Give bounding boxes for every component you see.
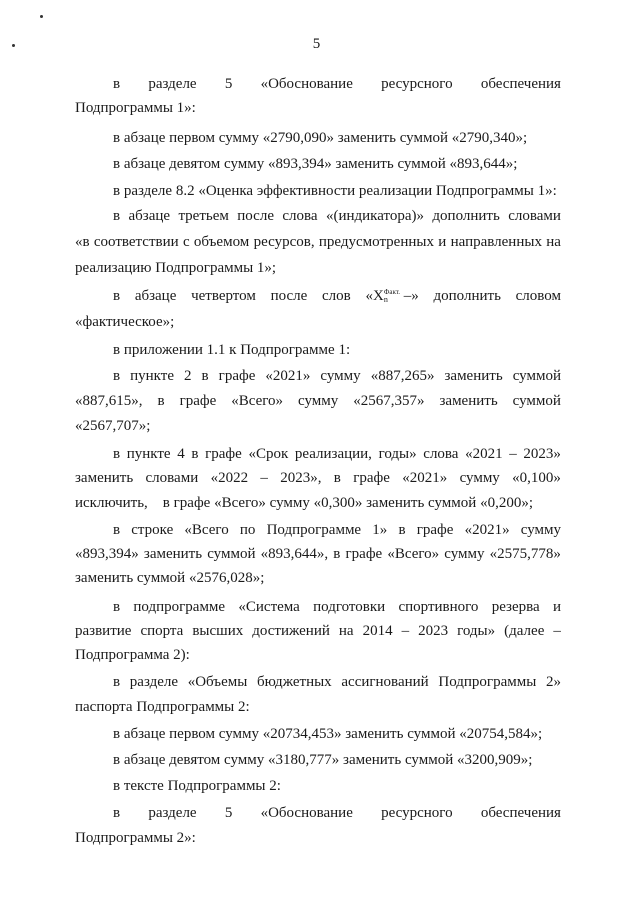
text-line: в абзаце первом сумму «20734,453» заменить суммой «20754,584»; [113,726,543,742]
word: словами [508,208,561,224]
word: 2023» [523,446,561,462]
word: строке [131,522,174,538]
word: заменить [75,470,134,486]
word: дополнить [432,208,500,224]
word: «в [75,234,90,250]
word: 5 [224,805,233,821]
text-line: реализацию Подпрограммы 1»; [75,260,277,276]
word: в [201,368,209,384]
word: третьем [178,208,229,224]
word: после [270,288,308,304]
word: «2021» [464,522,510,538]
word: «Всего» [387,546,440,562]
word: «(индикатора)» [325,208,425,224]
word: на [546,234,561,250]
word: разделе [129,674,179,690]
word: в [113,522,121,538]
word: «893,644», [260,546,329,562]
word: суммой [512,393,561,409]
word: ассигнований [341,674,429,690]
word: ресурсного [381,805,453,821]
word: на [338,623,354,639]
text-line: в абзаце первом сумму «2790,090» заменить суммой «2790,340»; [113,130,528,146]
word: «2575,778» [489,546,561,562]
word: «Система [238,599,300,615]
text-line: в абзаце девятом сумму «893,394» заменить суммой «893,644»; [113,156,518,172]
word: спортивного [398,599,479,615]
word: в [113,805,121,821]
word: объемом [193,234,250,250]
word: «Всего [184,522,229,538]
word: сумму [444,546,485,562]
text-line [75,622,561,640]
word: графе [205,446,242,462]
page-number: 5 [312,36,321,52]
text-line [113,521,561,539]
word: «Срок [248,446,289,462]
text-line: Подпрограммы 2»: [75,830,196,846]
word: и [438,234,447,250]
word: – [553,623,561,639]
word: «2022 [210,470,249,486]
word: ресурсного [381,76,453,92]
text-line: в приложении 1.1 к Подпрограмме 1: [113,342,351,358]
text-line [75,392,561,410]
word: словами [145,470,199,486]
word: в [113,674,121,690]
word: ресурсов, [253,234,315,250]
word: словом [515,288,561,304]
word: «Всего» [231,393,284,409]
word: слов [322,288,351,304]
text-line [75,545,561,563]
word: направленных [450,234,542,250]
word: 2» [546,674,561,690]
word: сумму [320,368,361,384]
word: абзаце [128,208,171,224]
word: бюджетных [256,674,332,690]
word: «887,615», [75,393,143,409]
word: в [113,288,121,304]
word: «887,265» [370,368,435,384]
word: графе [345,546,383,562]
text-line: паспорта Подпрограммы 2: [75,699,250,715]
word: «Обоснование [260,805,353,821]
text-line: «фактическое»; [75,314,175,330]
word: предусмотренных [318,234,434,250]
word: «Объемы [187,674,248,690]
word: заменить [444,368,503,384]
text-line: в тексте Подпрограммы 2: [113,778,281,794]
word: соответствии [93,234,179,250]
word: годы» [378,446,417,462]
word: в [113,446,121,462]
word: – [509,446,517,462]
word: годы» [457,623,496,639]
text-line: заменить суммой «2576,028»; [75,570,265,586]
word: «2021» [265,368,311,384]
word: слова [282,208,318,224]
word: по [239,522,256,538]
word: 2023», [280,470,322,486]
word: 4 [177,446,185,462]
text-line: «2567,707»; [75,418,151,434]
text-line [113,445,561,463]
word: абзаце [134,288,177,304]
text-line [75,469,561,487]
word: дополнить [433,288,501,304]
formula: «X Факт. n –» [365,288,419,304]
word: слова [423,446,459,462]
text-line [113,75,561,93]
word: в [398,522,406,538]
word: графе [179,393,217,409]
word: заменить [439,393,498,409]
word: «2021» [402,470,448,486]
word: развитие [75,623,132,639]
word: высших [192,623,244,639]
word: после [237,208,274,224]
word: Подпрограмме [266,522,362,538]
word: подготовки [313,599,386,615]
word: разделе [148,76,197,92]
word: графе [353,470,390,486]
word: 1» [372,522,388,538]
word: в [113,599,121,615]
text-line [113,598,561,616]
scan-speck [40,15,43,18]
word: обеспечения [480,805,561,821]
text-line: исключить, в графе «Всего» сумму «0,300» заменить суммой «0,200»; [75,495,533,511]
word: в [191,446,199,462]
word: в [333,470,341,486]
word: 2023 [418,623,449,639]
word: графе [218,368,256,384]
word: «Обоснование [260,76,353,92]
word: с [182,234,190,250]
word: достижений [252,623,330,639]
word: пункте [126,446,171,462]
word: и [552,599,561,615]
word: пункте [130,368,174,384]
word: резерва [491,599,540,615]
word: 2 [184,368,192,384]
word: сумму [520,522,561,538]
word: Подпрограммы [438,674,537,690]
formula-subscript: n [383,295,388,304]
word: обеспечения [480,76,561,92]
text-line: в разделе 8.2 «Оценка эффективности реализации Подпрограммы 1»: [113,183,557,199]
word: в [333,546,341,562]
word: разделе [148,805,197,821]
word: суммой [207,546,256,562]
text-line [75,233,561,251]
word: в [113,368,121,384]
word: четвертом [191,288,256,304]
word: – [401,623,410,639]
word: 2014 [362,623,393,639]
word: (далее [504,623,545,639]
word: «2021 [465,446,503,462]
text-line: Подпрограммы 1»: [75,100,196,116]
text-line-formula [113,287,561,305]
text-line [113,207,561,225]
word: «2567,357» [353,393,425,409]
word: графе [416,522,454,538]
word: в [157,393,165,409]
word: в [113,208,121,224]
text-line [113,804,561,822]
word: сумму [459,470,500,486]
word: 5 [224,76,233,92]
word: подпрограмме [133,599,226,615]
word: «893,394» [75,546,139,562]
word: – [260,470,268,486]
word: реализации, [294,446,372,462]
formula-superscript: Факт. [383,288,401,296]
word: заменить [143,546,203,562]
text-line [113,673,561,691]
text-line: Подпрограмма 2): [75,647,190,663]
word: в [113,76,121,92]
word: суммой [512,368,561,384]
text-line: в абзаце девятом сумму «3180,777» заменить суммой «3200,909»; [113,752,533,768]
word: спорта [140,623,184,639]
text-line [113,367,561,385]
word: «0,100» [512,470,561,486]
word: сумму [298,393,339,409]
